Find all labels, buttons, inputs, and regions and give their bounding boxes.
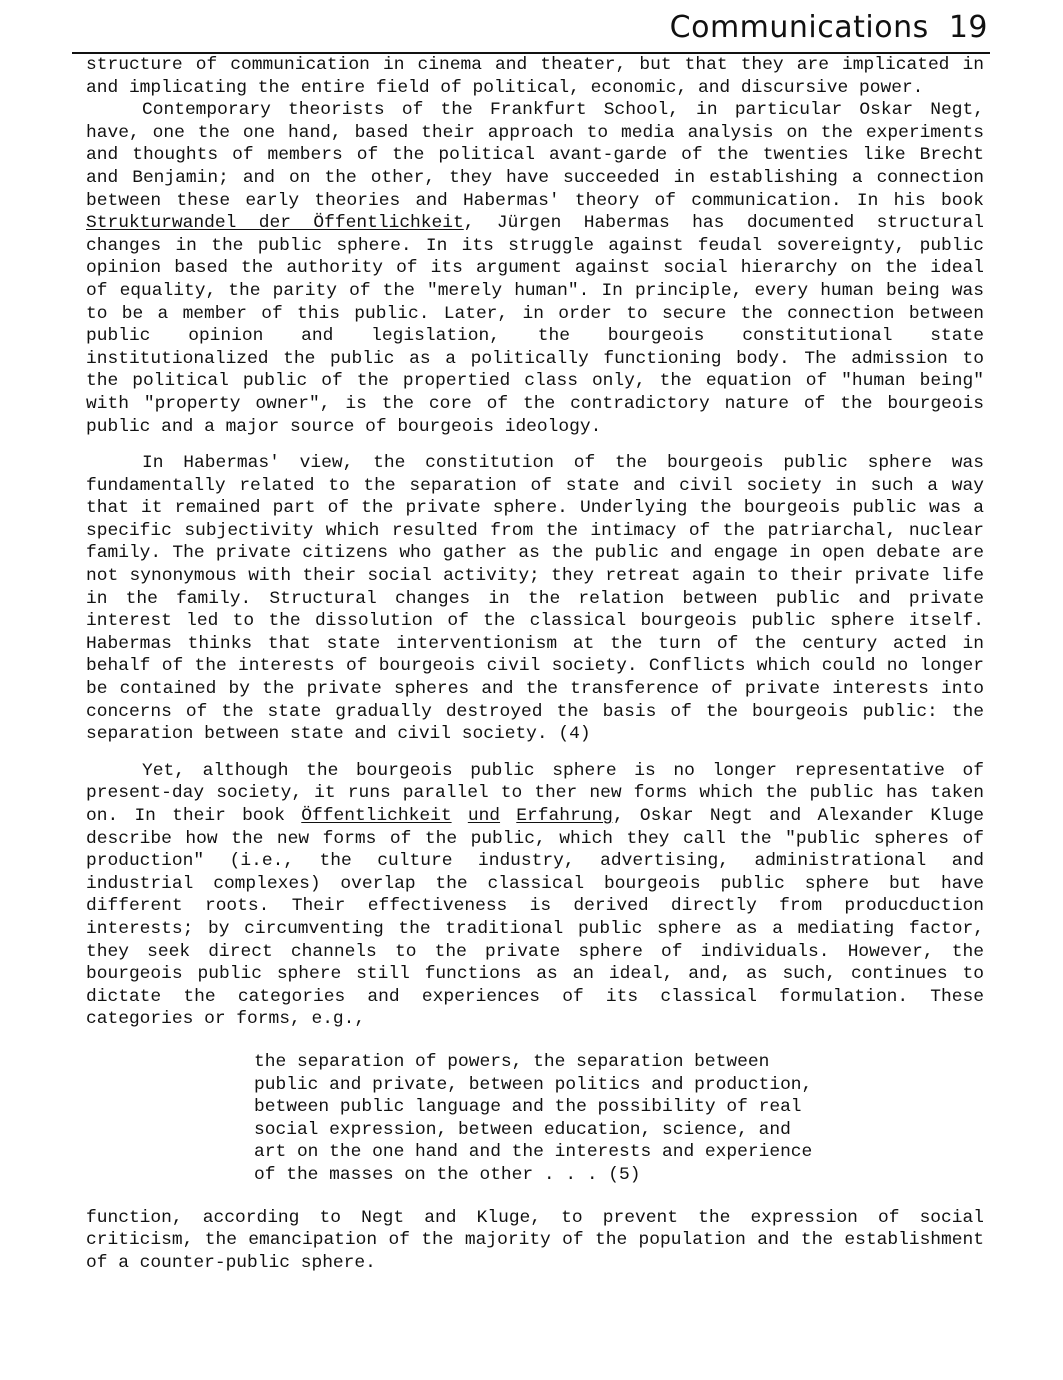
- quote-line: art on the one hand and the interests and experience: [254, 1142, 813, 1163]
- book-title-erfahrung: Erfahrung: [516, 806, 613, 826]
- paragraph-2: Contemporary theorists of the Frankfurt School, in particular Oskar Negt, have, one the one hand, based their approach to media analysis on the experiments and thoughts of members of the political avant-garde of the twenties like Brecht and Benjamin; and on the other, they have succeeded in establishing a connection between these early theories and Habermas' theory of communication. In his book Strukturwandel der Öffentlichkeit, Jürgen Habermas has documented structural changes in the public sphere. In its struggle against feudal sovereignty, public opinion based the authority of its argument against social hierarchy on the ideal of equality, the parity of the "merely human". In principle, every human being was to be a member of this public. Later, in order to secure the connection between public opinion and legislation, the bourgeois constitutional state institutionalized the public as a politically functioning body. The admission to the political public of the propertied class only, the equation of "human being" with "property owner", is the core of the contradictory nature of the bourgeois public and a major source of bourgeois ideology.: [86, 100, 984, 437]
- quote-line: the separation of powers, the separation between: [254, 1051, 770, 1072]
- paragraph-4: Yet, although the bourgeois public sphere is no longer representative of present-day society, it runs parallel to ther new forms which the public has taken on. In their book Öffentlichkeit und Erfahrung, Oskar Negt and Alexander Kluge describe how the new forms of the public, which they call the "public spheres of production" (i.e., the culture industry, advertising, administrational and industrial complexes) overlap the classical bourgeois public sphere but have different roots. Their effectiveness is derived directly from producduction interests; by circumventing the traditional public sphere as a mediating factor, they seek direct channels to the private sphere of individuals. However, the bourgeois public sphere still functions as an ideal, and, as such, continues to dictate the categories and experiences of its classical formulation. These categories or forms, e.g.,: [86, 760, 984, 1030]
- paragraph-3: In Habermas' view, the constitution of the bourgeois public sphere was fundamentally related to the separation of state and civil society in such a way that it remained part of the private sphere. Underlying the bourgeois public was a specific subjectivity which resulted from the intimacy of the patriarchal, nuclear family. The private citizens who gather as the public and engage in open debate are not synonymous with their social activity; they retreat again to their private life in the family. Structural changes in the relation between public and private interest led to the dissolution of the classical bourgeois public sphere itself. Habermas thinks that state interventionism at the turn of the century acted in behalf of the interests of bourgeois civil society. Conflicts which could no longer be contained by the private spheres and the transference of private interests into concerns of the state gradually destroyed the basis of the bourgeois public: the separation between state and civil society. (4): [86, 453, 984, 745]
- book-title-und: und: [467, 806, 501, 826]
- quote-line: social expression, between education, science, and: [254, 1119, 791, 1140]
- quote-line: public and private, between politics and production,: [254, 1074, 813, 1095]
- block-quote: [254, 1051, 854, 1187]
- body-text: [86, 54, 984, 1274]
- paragraph-5: function, according to Negt and Kluge, to prevent the expression of social criticism, the emancipation of the majority of the population and the establishment of a counter-public sphere.: [86, 1207, 984, 1273]
- running-head: Communications 19: [669, 10, 988, 45]
- book-title-oeffentlichkeit: Öffentlichkeit: [301, 806, 452, 826]
- page-header: [72, 8, 990, 54]
- book-title-strukturwandel: Strukturwandel der Öffentlichkeit: [86, 213, 464, 234]
- quote-line: of the masses on the other . . . (5): [254, 1164, 641, 1185]
- quote-line: between public language and the possibility of real: [254, 1097, 802, 1118]
- paragraph-1: structure of communication in cinema and theater, but that they are implicated in and implicating the entire field of political, economic, and discursive power.: [86, 55, 984, 98]
